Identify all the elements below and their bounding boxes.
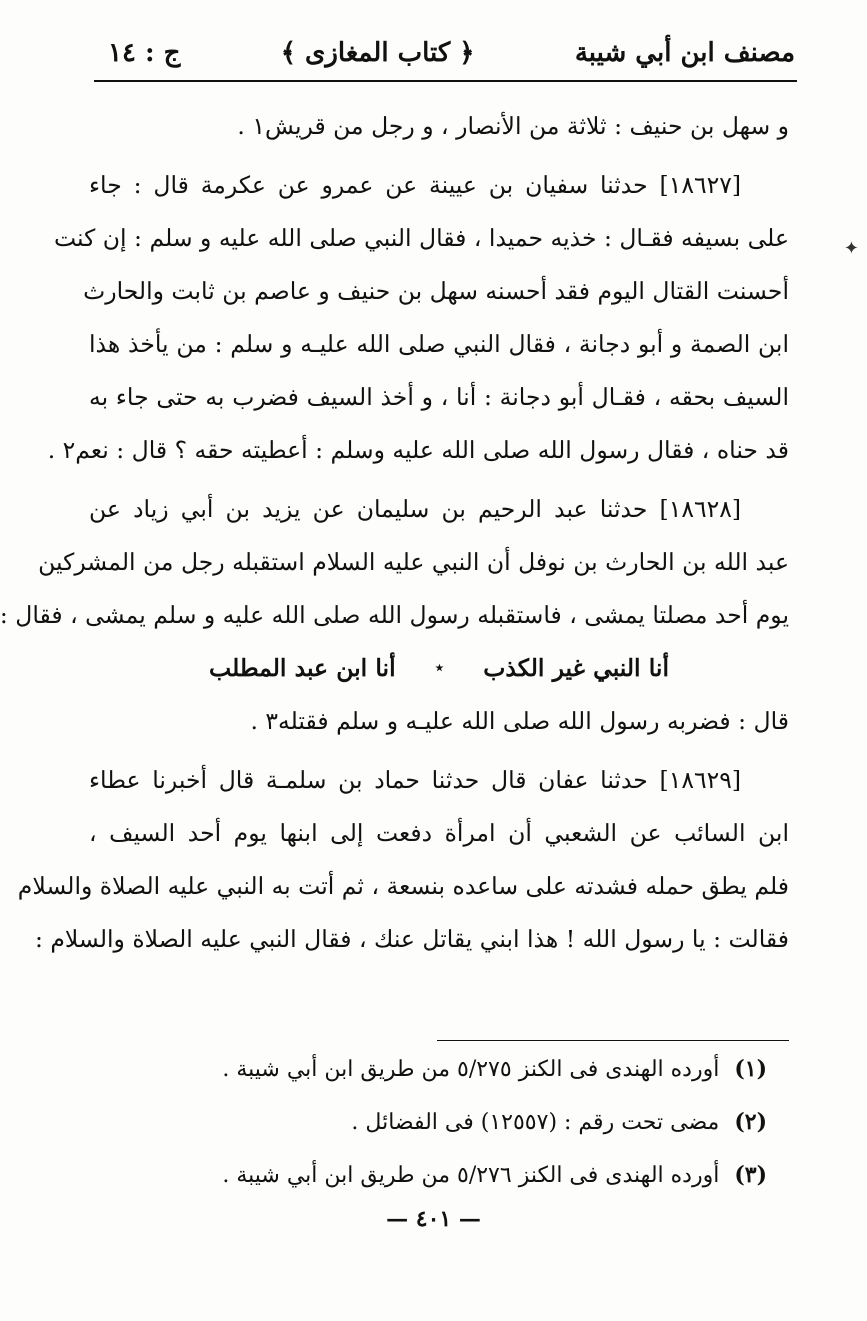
text-line: فقالت : يا رسول الله ! هذا ابني يقاتل عنك ، فقال النبي عليه الصلاة والسلام :: [34, 925, 789, 953]
text-line: ابن السائب عن الشعبي أن امرأة دفعت إلى ابنها يوم أحد السيف ،: [89, 819, 789, 847]
footnote-text: أورده الهندى فى الكنز ٥/٢٧٦ من طريق ابن أبي شيبة .: [222, 1163, 720, 1188]
hadith-1-start: [١٨٦٢٧] حدثنا سفيان بن عيينة عن عمرو عن عكرمة قال : جاء: [89, 171, 741, 199]
footnote-number: (١): [734, 1056, 767, 1082]
text-line: و سهل بن حنيف : ثلاثة من الأنصار ، و رجل من قريش١ .: [237, 112, 789, 140]
chapter-title: ﴿ كتاب المغازى ﴾: [280, 38, 475, 68]
page-header: [108, 30, 795, 76]
page-number: — ٤٠١ —: [386, 1206, 481, 1232]
main-text: [0, 100, 789, 966]
text-line: عبد الله بن الحارث بن نوفل أن النبي عليه السلام استقبله رجل من المشركين: [38, 548, 789, 576]
hadith-3-start: [١٨٦٢٩] حدثنا عفان قال حدثنا حماد بن سلمـة قال أخبرنا عطاء: [89, 766, 741, 794]
margin-mark: ✦: [843, 238, 859, 259]
text-line: فلم يطق حمله فشدته على ساعده بنسعة ، ثم أتت به النبي عليه الصلاة والسلام: [17, 872, 789, 900]
poem-right-hemistich: أنا النبي غير الكذب: [483, 654, 669, 682]
footnote-item: [87, 1149, 767, 1202]
text-line: ابن الصمة و أبو دجانة ، فقال النبي صلى الله عليـه و سلم : من يأخذ هذا: [89, 330, 789, 358]
header-divider: [94, 80, 797, 82]
footnote-number: (٢): [734, 1109, 767, 1135]
footnotes: [87, 1043, 767, 1202]
poem-left-hemistich: أنا ابن عبد المطلب: [209, 654, 396, 682]
footnote-text: مضى تحت رقم : (١٢٥٥٧) فى الفضائل .: [351, 1110, 720, 1135]
text-line: قد حناه ، فقال رسول الله صلى الله عليه وسلم : أعطيته حقه ؟ قال : نعم٢ .: [47, 436, 789, 464]
poem-verse: [89, 642, 789, 695]
footnote-item: [87, 1096, 767, 1149]
volume-label: ج : ١٤: [108, 38, 181, 68]
hadith-2-start: [١٨٦٢٨] حدثنا عبد الرحيم بن سليمان عن يزيد بن أبي زياد عن: [89, 495, 741, 523]
text-line: السيف بحقه ، فقـال أبو دجانة : أنا ، و أخذ السيف فضرب به حتى جاء به: [89, 383, 789, 411]
book-title: مصنف ابن أبي شيبة: [574, 38, 795, 68]
text-line: على بسيفه فقـال : خذيه حميدا ، فقال النبي صلى الله عليه و سلم : إن كنت: [53, 224, 789, 252]
footnote-item: [87, 1043, 767, 1096]
footnote-divider: [437, 1040, 789, 1041]
text-line: يوم أحد مصلتا يمشى ، فاستقبله رسول الله صلى الله عليه و سلم يمشى ، فقال :: [0, 601, 789, 629]
text-line: قال : فضربه رسول الله صلى الله عليـه و سلم فقتله٣ .: [250, 707, 789, 735]
poem-separator: ٭: [435, 660, 444, 676]
footnote-text: أورده الهندى فى الكنز ٥/٢٧٥ من طريق ابن أبي شيبة .: [222, 1057, 720, 1082]
text-line: أحسنت القتال اليوم فقد أحسنه سهل بن حنيف و عاصم بن ثابت والحارث: [83, 277, 789, 305]
footnote-number: (٣): [734, 1162, 767, 1188]
